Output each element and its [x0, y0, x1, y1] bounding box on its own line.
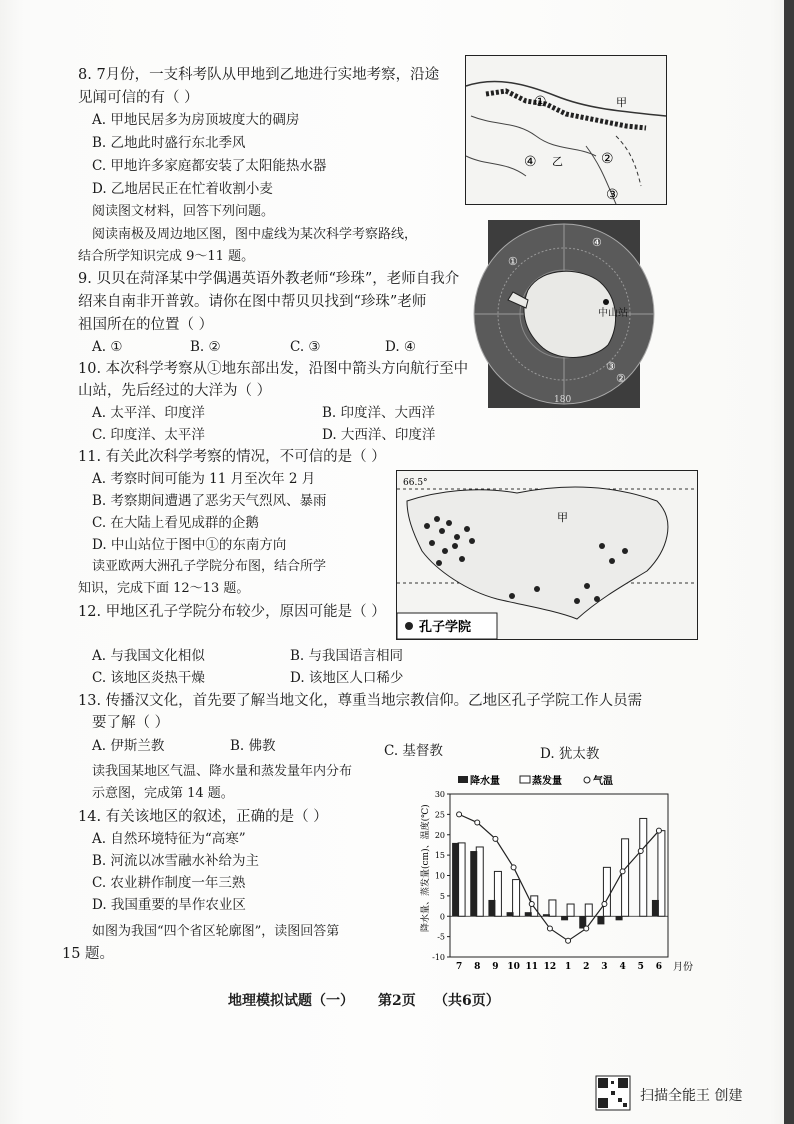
climate-xunit: 月份	[673, 962, 693, 973]
text-line-q11d: D. 中山站位于图中①的东南方向	[92, 537, 287, 553]
text-line-q12o1: A. 与我国文化相似	[92, 648, 205, 664]
text-line-q8bb: B. 乙地此时盛行东北季风	[92, 135, 246, 151]
text-line-q8: 8. 7月份，一支科考队从甲地到乙地进行实地考察，沿途	[78, 67, 440, 83]
text-line-q8b: 见闻可信的有（ ）	[78, 90, 199, 106]
precip-bar	[616, 916, 623, 920]
text-line-q13o3: C. 基督教	[384, 743, 443, 759]
text-line-q14b: B. 河流以冰雪融水补给为主	[92, 853, 260, 869]
text-line-q10o3: C. 印度洋、太平洋	[92, 427, 205, 443]
x-tick-label: 7	[455, 962, 463, 972]
precip-bar	[507, 912, 514, 916]
temp-point	[566, 938, 571, 943]
climate-chart-svg	[420, 772, 693, 982]
map1-label-jia: 甲	[616, 96, 627, 109]
text-line-q8a: A. 甲地民居多为房顶坡度大的碉房	[92, 112, 300, 128]
text-line-q14a: A. 自然环境特征为“高寒”	[92, 831, 246, 847]
ant-label-zhongshan: 中山站	[598, 308, 628, 319]
x-tick-label: 2	[583, 962, 590, 972]
temp-point	[457, 812, 462, 817]
text-line-q11a: A. 考察时间可能为 11 月至次年 2 月	[92, 471, 316, 487]
antarctica-map	[488, 220, 640, 408]
eurasia-map-svg	[397, 471, 697, 639]
y-tick-label: 25	[434, 810, 445, 820]
legend-temp-marker	[584, 777, 590, 783]
text-line-r7: 示意图，完成第 14 题。	[92, 786, 234, 801]
temp-point	[493, 836, 498, 841]
text-line-r9: 15 题。	[62, 946, 115, 962]
text-line-q9b: 绍来自南非开普敦。请你在图中帮贝贝找到“珍珠”老师	[78, 294, 427, 310]
precip-bar	[452, 843, 459, 916]
text-line-q9o1: A. ①	[92, 339, 123, 355]
text-line-q14c: C. 农业耕作制度一年三熟	[92, 875, 246, 891]
precip-bar	[525, 912, 532, 916]
scan-edge	[784, 0, 794, 1124]
x-tick-label: 12	[543, 962, 557, 972]
tibet-map-svg	[466, 56, 666, 204]
text-line-q13: 13. 传播汉文化，首先要了解当地文化，尊重当地宗教信仰。乙地区孔子学院工作人员需	[78, 693, 643, 709]
evap-bar	[658, 831, 665, 917]
legend-precip: 降水量	[470, 776, 500, 787]
temp-point	[511, 865, 516, 870]
map1-label-yi: 乙	[552, 155, 563, 168]
y-tick-label: 20	[434, 830, 445, 840]
text-line-r1: 阅读图文材料，回答下列问题。	[92, 204, 275, 219]
watermark-text: 扫描全能王 创建	[640, 1088, 743, 1104]
evap-bar	[640, 818, 647, 916]
text-line-q11c: C. 在大陆上看见成群的企鹅	[92, 515, 259, 531]
text-line-q11: 11. 有关此次科学考察的情况，不可信的是（ ）	[78, 449, 386, 465]
eurasia-map	[396, 470, 698, 640]
text-line-q9o3: C. ③	[290, 339, 321, 355]
legend-precip-swatch	[458, 776, 468, 783]
map1-label-2: ②	[601, 151, 614, 167]
temp-point	[584, 926, 589, 931]
y-tick-label: 5	[439, 891, 445, 901]
eurasia-lat-label: 66.5°	[403, 478, 428, 488]
ant-label-2: ②	[616, 372, 626, 385]
temp-point	[529, 902, 534, 907]
y-tick-label: -5	[437, 932, 445, 942]
map1-label-4: ④	[524, 154, 537, 170]
x-tick-label: 6	[655, 962, 663, 972]
evap-bar	[603, 867, 610, 916]
map1-label-3: ③	[606, 187, 619, 203]
y-tick-label: 15	[434, 851, 445, 861]
evap-bar	[585, 904, 592, 916]
footer-total: （共6页）	[434, 993, 500, 1009]
evap-bar	[549, 900, 556, 916]
y-tick-label: 0	[439, 912, 445, 922]
ant-label-1: ①	[508, 255, 518, 268]
x-tick-label: 10	[507, 962, 520, 972]
evap-bar	[567, 904, 574, 916]
precip-bar	[543, 914, 550, 916]
text-line-q14: 14. 有关该地区的叙述，正确的是（ ）	[78, 809, 328, 825]
legend-evap: 蒸发量	[532, 776, 562, 787]
precip-bar	[488, 900, 495, 916]
evap-bar	[494, 871, 501, 916]
evap-bar	[622, 839, 629, 916]
text-line-r5: 知识，完成下面 12～13 题。	[78, 581, 250, 596]
eurasia-region-jia: 甲	[557, 511, 568, 524]
text-line-r4: 读亚欧两大洲孔子学院分布图，结合所学	[92, 559, 327, 574]
legend-evap-swatch	[520, 776, 530, 783]
evap-bar	[458, 843, 465, 916]
ant-label-3: ③	[606, 360, 616, 373]
climate-ylabel: 降水量、蒸发量(cm)、温度(℃)	[421, 804, 431, 932]
x-tick-label: 11	[525, 962, 539, 972]
text-line-q10b: 山站，先后经过的大洋为（ ）	[78, 383, 272, 399]
precip-bar	[561, 916, 568, 920]
text-line-q12o3: C. 该地区炎热干燥	[92, 670, 205, 686]
legend-temp: 气温	[593, 776, 613, 787]
y-tick-label: -10	[432, 953, 445, 962]
text-line-q10o4: D. 大西洋、印度洋	[322, 427, 436, 443]
text-line-q8d: D. 乙地居民正在忙着收割小麦	[92, 181, 273, 197]
text-line-q9: 9. 贝贝在菏泽某中学偶遇英语外教老师“珍珠”，老师自我介	[78, 271, 460, 287]
text-line-q10o1: A. 太平洋、印度洋	[92, 405, 205, 421]
climate-chart	[420, 772, 693, 982]
y-tick-label: 30	[434, 790, 445, 799]
x-tick-label: 5	[637, 962, 644, 972]
map1-label-1: ①	[534, 94, 547, 110]
text-line-q10o2: B. 印度洋、大西洋	[322, 405, 436, 421]
text-line-q12o4: D. 该地区人口稀少	[290, 670, 404, 686]
text-line-q11b: B. 考察期间遭遇了恶劣天气烈风、暴雨	[92, 493, 327, 509]
text-line-q13o1: A. 伊斯兰教	[92, 738, 165, 754]
temp-point	[656, 828, 661, 833]
qr-code-icon	[596, 1076, 630, 1114]
text-line-r6: 读我国某地区气温、降水量和蒸发量年内分布	[92, 764, 353, 779]
ant-label-4: ④	[592, 236, 602, 249]
y-tick-label: 10	[434, 871, 445, 881]
temp-point	[602, 902, 607, 907]
text-line-q13b: 要了解（ ）	[92, 715, 170, 731]
x-tick-label: 4	[619, 962, 626, 972]
text-line-q9c: 祖国所在的位置（ ）	[78, 317, 214, 333]
evap-bar	[476, 847, 483, 916]
temp-point	[620, 869, 625, 874]
x-tick-label: 9	[492, 962, 499, 972]
footer-title: 地理模拟试题（一）	[228, 993, 354, 1009]
temp-point	[547, 926, 552, 931]
text-line-q14d: D. 我国重要的旱作农业区	[92, 897, 246, 913]
x-tick-label: 3	[601, 962, 608, 972]
text-line-q9o4: D. ④	[385, 339, 417, 355]
text-line-q12: 12. 甲地区孔子学院分布较少，原因可能是（ ）	[78, 604, 386, 620]
text-line-r3: 结合所学知识完成 9～11 题。	[78, 249, 255, 264]
x-tick-label: 1	[564, 962, 572, 972]
antarctica-map-svg	[488, 220, 640, 408]
x-tick-label: 8	[474, 962, 481, 972]
ant-label-180: 180	[554, 395, 572, 405]
text-line-r8: 如图为我国“四个省区轮廓图”，读图回答第	[92, 924, 340, 939]
text-line-q10: 10. 本次科学考察从①地东部出发，沿图中箭头方向航行至中	[78, 361, 469, 377]
text-line-q13o2: B. 佛教	[230, 738, 276, 754]
text-line-r2: 阅读南极及周边地区图，图中虚线为某次科学考察路线，	[92, 227, 418, 242]
tibet-map	[465, 55, 667, 205]
text-line-q12o2: B. 与我国语言相同	[290, 648, 404, 664]
text-line-q13o4: D. 犹太教	[540, 746, 600, 762]
precip-bar	[652, 900, 659, 916]
footer-page: 第2页	[378, 993, 416, 1009]
eurasia-legend-label: 孔子学院	[419, 620, 472, 635]
evap-bar	[513, 880, 520, 917]
temp-point	[638, 849, 643, 854]
precip-bar	[470, 851, 477, 916]
text-line-q9o2: B. ②	[190, 339, 221, 355]
precip-bar	[597, 916, 604, 924]
text-line-q8c: C. 甲地许多家庭都安装了太阳能热水器	[92, 158, 327, 174]
temp-point	[475, 820, 480, 825]
